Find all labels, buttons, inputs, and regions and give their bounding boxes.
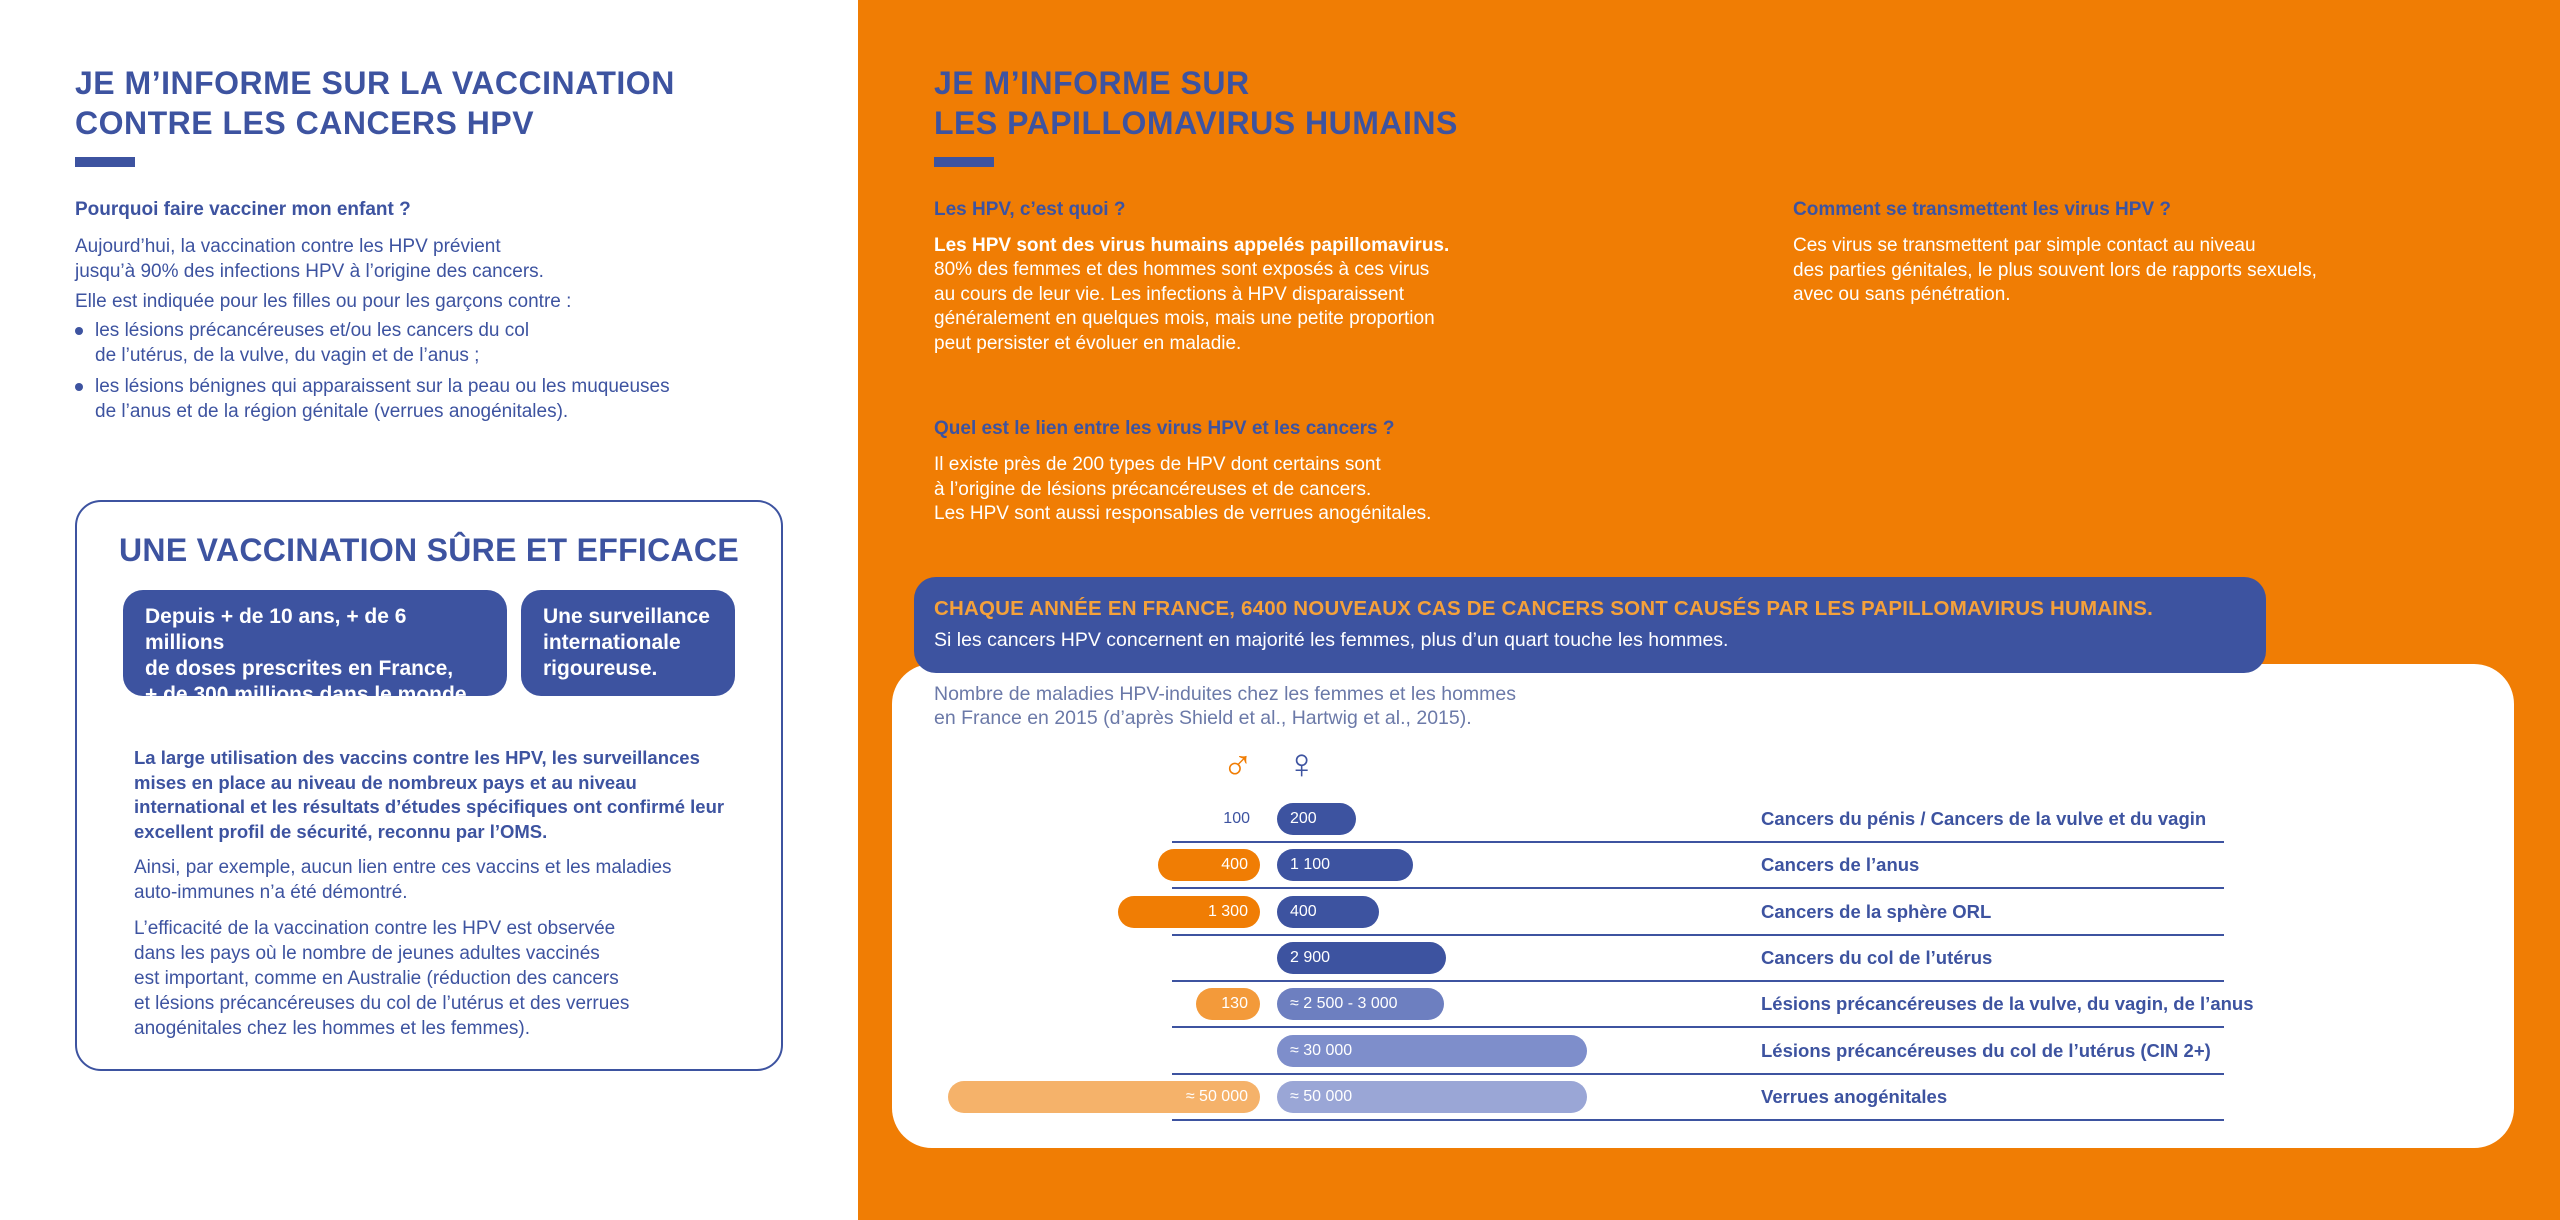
female-bar: 200 (1277, 803, 1356, 835)
left-title-rule (75, 157, 135, 167)
cancer-stats-banner (914, 577, 2266, 673)
female-bar: 1 100 (1277, 849, 1413, 881)
bullet-precancerous: les lésions précancéreuses et/ou les cancers du col de l’utérus, de la vulve, du vagin et de l’anus ; (95, 318, 775, 368)
safety-box (75, 500, 783, 1071)
male-symbol-icon: ♂ (1222, 740, 1254, 787)
row-separator (1172, 980, 2224, 982)
category-label: Cancers de la sphère ORL (1761, 900, 1992, 922)
right-page-title: JE M’INFORME SUR LES PAPILLOMAVIRUS HUMAINS (934, 65, 1458, 141)
left-column (0, 0, 858, 1220)
transmission-text: Ces virus se transmettent par simple contact au niveau des parties génitales, le plus souvent lors de rapports sexuels, avec ou sans pénétration. (1793, 235, 2317, 305)
female-bar: ≈ 30 000 (1277, 1035, 1587, 1067)
what-is-hpv-question: Les HPV, c’est quoi ? (934, 199, 1126, 220)
safety-bold-paragraph: La large utilisation des vaccins contre les HPV, les surveillances mises en place au niveau de nombreux pays et au niveau international et les résultats d’études spécifiques ont confirmé leur excellent profil de sécurité, reconnu par l’OMS. (134, 747, 725, 842)
row-separator (1172, 1073, 2224, 1075)
row-separator (1172, 841, 2224, 843)
bullet-benign: les lésions bénignes qui apparaissent sur la peau ou les muqueuses de l’anus et de la région génitale (verrues anogénitales). (95, 374, 775, 424)
transmission-question: Comment se transmettent les virus HPV ? (1793, 199, 2171, 220)
autoimmune-paragraph: Ainsi, par exemple, aucun lien entre ces vaccins et les maladies auto-immunes n’a été démontré. (134, 857, 672, 903)
female-symbol-icon: ♀ (1286, 740, 1318, 787)
indication-text: Elle est indiquée pour les filles ou pour les garçons contre : (75, 291, 572, 312)
left-page-title: JE M’INFORME SUR LA VACCINATION CONTRE LES CANCERS HPV (75, 65, 675, 141)
surveillance-card: Une surveillance internationale rigoureuse. (521, 590, 735, 696)
category-label: Cancers du col de l’utérus (1761, 946, 1993, 968)
male-value: 100 (1223, 810, 1250, 827)
male-bar: 400 (1158, 849, 1260, 881)
category-label: Lésions précancéreuses de la vulve, du vagin, de l’anus (1761, 993, 2254, 1015)
what-is-hpv-bold: Les HPV sont des virus humains appelés papillomavirus. (934, 235, 1450, 256)
hpv-cancer-link-question: Quel est le lien entre les virus HPV et les cancers ? (934, 418, 1395, 439)
female-bar: ≈ 2 500 - 3 000 (1277, 988, 1444, 1020)
efficacy-paragraph: L’efficacité de la vaccination contre les HPV est observée dans les pays où le nombre de jeunes adultes vaccinés est important, comme en Australie (réduction des cancers et lésions précancéreuses du col de l’utérus et des verrues anogénitales chez les hommes et les femmes). (134, 918, 630, 1039)
safety-box-title: UNE VACCINATION SÛRE ET EFFICACE (119, 532, 739, 568)
category-label: Verrues anogénitales (1761, 1085, 1948, 1107)
vaccine-intro-text: Aujourd’hui, la vaccination contre les HPV prévient jusqu’à 90% des infections HPV à l’origine des cancers. (75, 236, 544, 282)
row-separator (1172, 934, 2224, 936)
doses-card: Depuis + de 10 ans, + de 6 millions de doses prescrites en France, + de 300 millions dans le monde. (123, 590, 507, 696)
row-separator (1172, 1119, 2224, 1121)
banner-headline: CHAQUE ANNÉE EN FRANCE, 6400 NOUVEAUX CAS DE CANCERS SONT CAUSÉS PAR LES PAPILLOMAVIRUS HUMAINS. (934, 597, 2153, 620)
hpv-cancer-link-text: Il existe près de 200 types de HPV dont certains sont à l’origine de lésions précancéreuses et de cancers. Les HPV sont aussi responsables de verrues anogénitales. (934, 454, 1432, 524)
what-is-hpv-text: 80% des femmes et des hommes sont exposés à ces virus au cours de leur vie. Les infections à HPV disparaissent généralement en quelques mois, mais une petite proportion peut persister et évoluer en maladie. (934, 259, 1435, 354)
why-vaccinate-question: Pourquoi faire vacciner mon enfant ? (75, 199, 411, 220)
female-bar: 2 900 (1277, 942, 1446, 974)
male-bar: 1 300 (1118, 896, 1260, 928)
category-label: Cancers du pénis / Cancers de la vulve et du vagin (1761, 808, 2207, 829)
female-bar: ≈ 50 000 (1277, 1081, 1587, 1113)
male-bar: ≈ 50 000 (948, 1081, 1260, 1113)
row-separator (1172, 887, 2224, 889)
right-title-rule (934, 157, 994, 167)
category-label: Lésions précancéreuses du col de l’utérus (CIN 2+) (1761, 1039, 2211, 1061)
chart-caption: Nombre de maladies HPV-induites chez les femmes et les hommes en France en 2015 (d’après Shield et al., Hartwig et al., 2015). (934, 683, 1516, 729)
row-separator (1172, 1026, 2224, 1028)
male-bar: 130 (1196, 988, 1260, 1020)
female-bar: 400 (1277, 896, 1379, 928)
category-label: Cancers de l’anus (1761, 854, 1920, 876)
banner-subtitle: Si les cancers HPV concernent en majorité les femmes, plus d’un quart touche les hommes. (934, 629, 1729, 651)
